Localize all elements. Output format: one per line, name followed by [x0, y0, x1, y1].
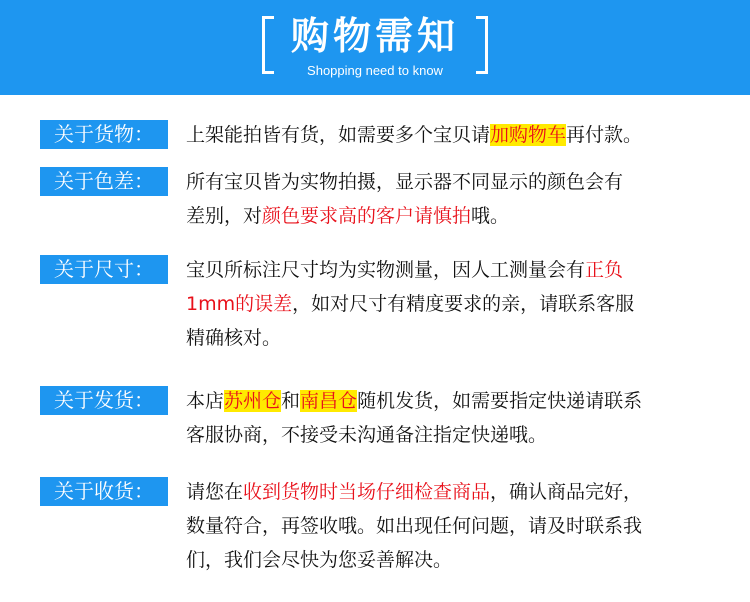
red-emphasis: 收到货物时当场仔细检查商品: [243, 481, 491, 503]
section-label-shipping: 关于发货：: [40, 386, 168, 415]
text-run: 上架能拍皆有货，如需要多个宝贝请: [186, 124, 491, 146]
page-title: 购物需知: [290, 14, 459, 58]
text-run: 客服协商，不接受未沟通备注指定快递哦。: [186, 424, 548, 446]
text-run: 数量符合，再签收哦。如出现任何问题，请及时联系我: [186, 515, 643, 537]
text-run: 请您在: [186, 481, 244, 503]
text-run: 随机发货，如需要指定快递请联系: [357, 390, 643, 412]
content-line: [186, 321, 716, 355]
content-line: [186, 165, 716, 199]
content-line: [186, 253, 716, 287]
section-label-receiving: 关于收货：: [40, 477, 168, 506]
highlight-suzhou-warehouse: 苏州仓: [224, 390, 282, 412]
text-run: ，如对尺寸有精度要求的亲，请联系客服: [292, 293, 635, 315]
right-bracket-decoration: [476, 16, 488, 74]
content-line: [186, 199, 716, 233]
section-label-goods: 关于货物：: [40, 120, 168, 149]
highlight-add-to-cart: 加购物车: [490, 124, 567, 146]
left-bracket-decoration: [262, 16, 274, 74]
section-content-goods: [186, 118, 716, 152]
content-line: [186, 543, 716, 577]
content-line: [186, 509, 716, 543]
red-emphasis: 1mm的误差: [186, 293, 293, 315]
text-run: 哦。: [471, 205, 510, 227]
highlight-nanchang-warehouse: 南昌仓: [300, 390, 358, 412]
section-content-shipping: [186, 384, 716, 452]
section-content-color: [186, 165, 716, 233]
content-line: [186, 384, 716, 418]
text-run: 所有宝贝皆为实物拍摄，显示器不同显示的颜色会有: [186, 171, 624, 193]
page-subtitle: Shopping need to know: [307, 63, 443, 78]
text-run: 本店: [186, 390, 225, 412]
text-run: 差别，对: [186, 205, 263, 227]
red-emphasis: 正负: [585, 259, 624, 281]
text-run: 们，我们会尽快为您妥善解决。: [186, 549, 453, 571]
content-line: [186, 475, 716, 509]
text-run: 和: [281, 390, 301, 412]
text-run: 精确核对。: [186, 327, 282, 349]
text-run: ，确认商品完好，: [490, 481, 643, 503]
section-label-size: 关于尺寸：: [40, 255, 168, 284]
text-run: 宝贝所标注尺寸均为实物测量，因人工测量会有: [186, 259, 586, 281]
content-line: [186, 118, 716, 152]
content-line: [186, 287, 716, 321]
section-label-color: 关于色差：: [40, 167, 168, 196]
red-emphasis: 颜色要求高的客户请慎拍: [262, 205, 472, 227]
header-banner: [0, 0, 750, 95]
content-line: [186, 418, 716, 452]
section-content-receiving: [186, 475, 716, 577]
section-content-size: [186, 253, 716, 355]
text-run: 再付款。: [566, 124, 643, 146]
